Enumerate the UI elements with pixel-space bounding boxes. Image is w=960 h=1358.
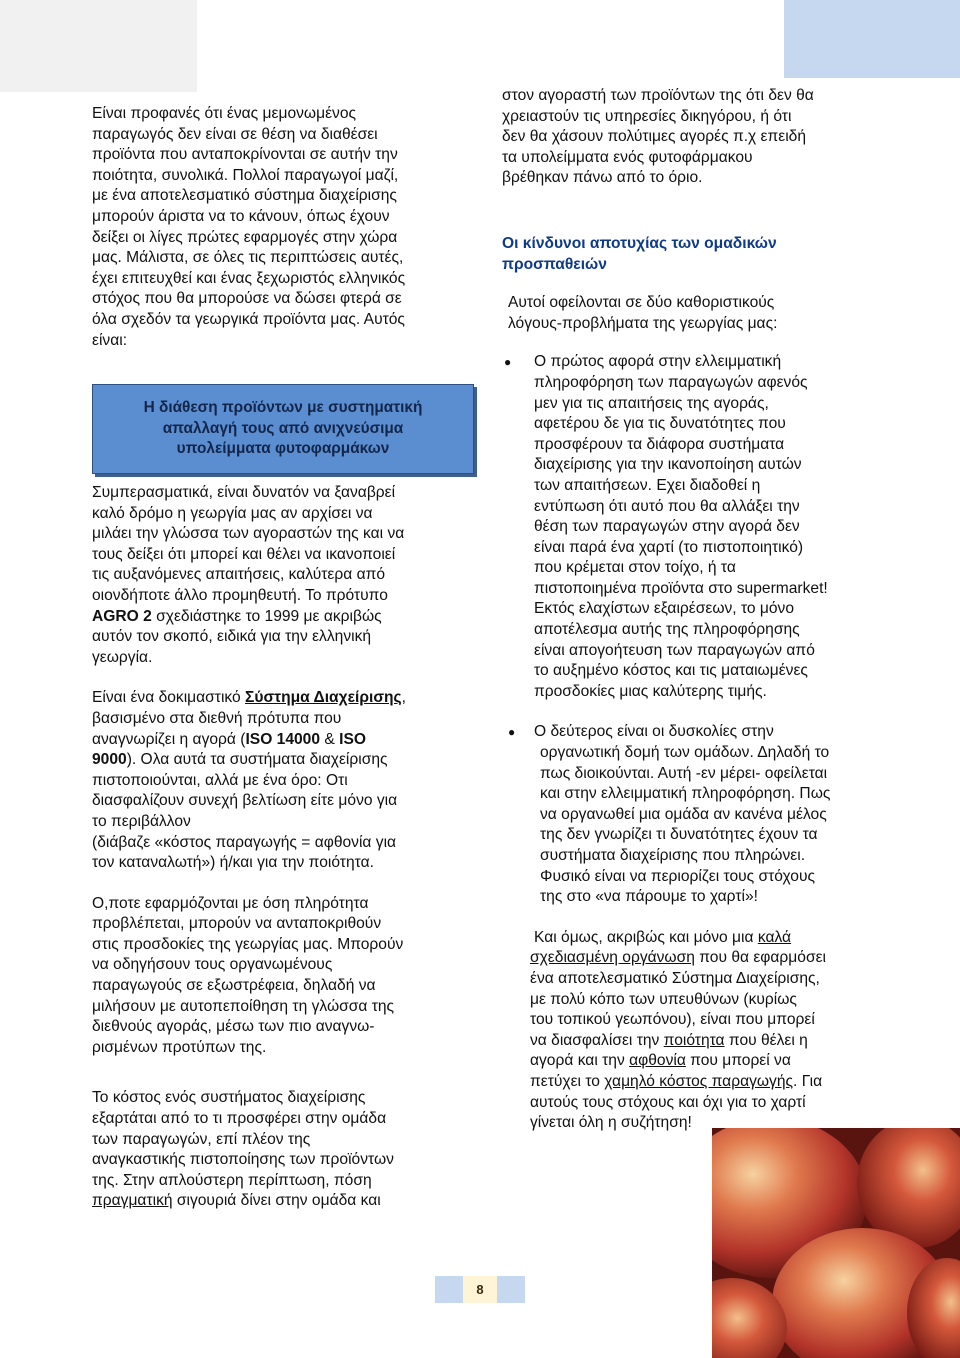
text-line: τις αυξανόμενες απαιτήσεις, καλύτερα από — [92, 566, 386, 584]
text-line: αναγκαστικής πιστοποίησης των προϊόντων — [92, 1151, 394, 1169]
text-fragment: που μπορεί να — [685, 1052, 791, 1070]
text-line: Εκτός ελαχίστων εξαιρέσεων, το μόνο — [534, 600, 795, 618]
text-line: χρειαστούν τις υπηρεσίες δικηγόρου, ή ότι — [502, 107, 792, 125]
text-line: τα υπολείμματα ενός φυτοφάρμακου — [502, 148, 753, 166]
text-line: πιστοποιούνται, αλλά με ένα όρο: Οτι — [92, 771, 348, 789]
text-line: αυτούς τους στόχους και όχι για το χαρτί — [530, 1093, 806, 1111]
text-line: οργανωτική δομή των ομάδων. Δηλαδή το — [540, 744, 830, 762]
text-line: εξαρτάται από το τι προσφέρει στην ομάδα — [92, 1110, 387, 1128]
text-line: είναι παρά ένα χαρτί (το πιστοποιητικό) — [534, 538, 804, 556]
text-line: οιονδήποτε άλλο προμηθευτή. Το πρότυπο — [92, 586, 388, 604]
text-line: εντύπωση ότι αυτό που θα αλλάξει την — [534, 497, 800, 515]
continuation-paragraph — [502, 86, 872, 189]
underlined-word: αφθονία — [629, 1052, 686, 1070]
heading-line: Οι κίνδυνοι αποτυχίας των ομαδικών — [502, 234, 777, 252]
text-fragment: σιγουριά δίνει στην ομάδα και — [172, 1192, 381, 1210]
text-line: το περιβάλλον — [92, 812, 191, 830]
text-line: Αυτοί οφείλονται σε δύο καθοριστικούς — [508, 294, 775, 312]
text-line: τον καταναλωτή») ή/και για την ποιότητα. — [92, 854, 374, 872]
text-line: τους δείξει ότι μπορεί και θέλει να ικανοποιεί — [92, 545, 396, 563]
underlined-word: χαμηλό κόστος παραγωγής — [604, 1072, 794, 1090]
conclusion-paragraph — [92, 483, 464, 668]
text-fragment: Είναι ένα δοκιμαστικό — [92, 689, 246, 707]
text-line: έχει επιτευχθεί και ένας ξεχωριστός ελληνικός — [92, 269, 406, 287]
iso-label: ISO 14000 — [245, 730, 321, 748]
highlight-text — [144, 398, 423, 460]
text-line: πληροφόρηση των παραγωγών αφενός — [534, 373, 808, 391]
text-line: διεθνούς αγοράς, μέσω των πιο αναγνω- — [92, 1018, 375, 1036]
corner-decoration-right — [784, 0, 960, 78]
text-fragment: . Για — [793, 1072, 823, 1090]
text-line: μιλάει την γλώσσα των αγοραστών της και να — [92, 525, 405, 543]
text-line: ποιότητα, συνολικά. Πολλοί παραγωγοί μαζί, — [92, 166, 399, 184]
text-fragment: & — [320, 730, 340, 748]
right-column — [502, 86, 872, 1134]
text-line — [530, 1031, 872, 1052]
text-line: Φυσικό είναι να περιορίζει τους στόχους — [540, 867, 816, 885]
text-line: των παραγωγών, επί πλέον της — [92, 1130, 311, 1148]
text-line — [92, 1191, 464, 1212]
text-line: να οδηγήσουν τους οργανωμένους — [92, 956, 333, 974]
text-line: Είναι προφανές ότι ένας μεμονωμένος — [92, 105, 357, 122]
bullet-icon: ● — [508, 725, 516, 740]
bullet-text — [534, 352, 872, 702]
text-line: το αυξημένο κόστος και τις ματαιωμένες — [534, 662, 808, 680]
text-line: αυτόν τον σκοπό, ειδικά για την ελληνική — [92, 628, 372, 646]
text-line: του τοπικού γεωπόνου), είναι που μπορεί — [530, 1011, 815, 1029]
left-column-lower — [92, 483, 464, 1212]
text-line: προσδοκίες μιας καλύτερης τιμής. — [534, 682, 767, 700]
management-system-label: Σύστημα Διαχείρισης — [245, 689, 402, 707]
text-line — [530, 928, 872, 949]
text-fragment: να διασφαλίσει την — [530, 1031, 664, 1049]
heading-line: προσπαθειών — [502, 255, 607, 273]
text-line: λόγους-προβλήματα της γεωργίας μας: — [508, 314, 778, 332]
text-fragment: ). Ολα αυτά τα συστήματα διαχείρισης — [126, 751, 388, 769]
text-line: αφετέρου δε για τις δυνατότητες που — [534, 415, 786, 433]
text-line: της δεν γνωρίζει τι δυνατότητες έχουν τα — [540, 826, 818, 844]
text-line: μπορούν άριστα να το κάνουν, όπως έχουν — [92, 207, 390, 225]
text-line: Συμπερασματικά, είναι δυνατόν να ξαναβρεί — [92, 484, 396, 501]
text-line: μιλήσουν με αυτοπεποίθηση τη γλώσσα της — [92, 997, 395, 1015]
cost-paragraph — [92, 1088, 464, 1212]
text-line: (διάβαζε «κόστος παραγωγής = αφθονία για — [92, 833, 397, 851]
text-fragment: αναγνωρίζει η αγορά ( — [92, 730, 246, 748]
bullet-item-first — [502, 352, 872, 702]
peaches-photo — [712, 1128, 960, 1358]
text-line: στόχος που θα μπορούσε να δώσει φτερά σε — [92, 290, 402, 308]
text-line: γίνεται όλη η συζήτηση! — [530, 1114, 692, 1132]
text-line: πιστοποιημένα προϊόντα στο supermarket! — [534, 579, 828, 597]
text-line: της. Στην απλούστερη περίπτωση, πόση — [92, 1171, 372, 1189]
text-line: διαχείρισης για την ικανοποίηση αυτών — [534, 456, 802, 474]
text-line: Ο δεύτερος είναι οι δυσκολίες στην — [534, 723, 774, 741]
text-line: γεωργία. — [92, 648, 153, 666]
highlight-line: απαλλαγή τους από ανιχνεύσιμα — [162, 419, 404, 437]
text-line: στις προσδοκίες της γεωργίας μας. Μπορούν — [92, 935, 404, 953]
closing-paragraph — [502, 928, 872, 1134]
text-line — [530, 948, 872, 969]
agro-standard-label: AGRO 2 — [92, 607, 152, 625]
text-line: με πολύ κόπο των υπευθύνων (κυρίως — [530, 990, 797, 1008]
text-line: δεν θα χάσουν πολύτιμες αγορές π.χ επειδή — [502, 128, 807, 146]
text-line: πως διοικούνται. Αυτή -εν μέρει- οφείλεται — [540, 764, 828, 782]
highlight-line: υπολείμματα φυτοφαρμάκων — [176, 440, 390, 458]
intro-paragraph — [92, 104, 464, 351]
peaches-illustration — [712, 1128, 960, 1358]
left-column — [92, 104, 464, 351]
text-fragment: που θέλει η — [724, 1031, 808, 1049]
page-number-bar — [435, 1276, 525, 1303]
corner-decoration-left — [0, 0, 197, 92]
underlined-word: ποιότητα — [663, 1031, 725, 1049]
text-line: Ο πρώτος αφορά στην ελλειμματική — [534, 353, 782, 371]
text-line: διασφαλίζουν συνεχή βελτίωση είτε μόνο για — [92, 792, 398, 810]
iso-label: ISO — [339, 730, 366, 748]
text-line: όλα σχεδόν τα γεωργικά προϊόντα μας. Αυτός — [92, 310, 405, 328]
text-line — [92, 607, 464, 628]
text-line: και στην ελλειμματική πληροφόρηση. Πως — [540, 785, 831, 803]
section-heading — [502, 234, 872, 275]
text-line — [92, 688, 464, 709]
text-fragment: σχεδιάστηκε το 1999 με ακριβώς — [151, 607, 382, 625]
underlined-word: σχεδιασμένη οργάνωση — [530, 949, 695, 967]
text-line: της στο «να πάρουμε το χαρτί»! — [540, 888, 758, 906]
text-fragment: Και όμως, ακριβώς και μόνο μια — [534, 928, 758, 946]
text-line: αποτέλεσμα αυτής της πληροφόρησης — [534, 621, 800, 639]
text-line: είναι: — [92, 331, 128, 349]
page-number: 8 — [463, 1276, 497, 1303]
bullet-icon: ● — [504, 355, 512, 370]
text-line: των απαιτήσεων. Εχει διαδοθεί η — [534, 476, 761, 494]
text-fragment: πετύχει το — [530, 1072, 605, 1090]
underlined-word: πραγματική — [92, 1192, 173, 1210]
text-line: προσφέρουν τα διάφορα συστήματα — [534, 435, 785, 453]
text-line: ρισμένων προτύπων της. — [92, 1038, 267, 1056]
text-line: ένα αποτελεσματικό Σύστημα Διαχείρισης, — [530, 969, 820, 987]
text-line — [92, 750, 464, 771]
text-line: παραγωγούς σε εξωστρέφεια, δηλαδή να — [92, 977, 376, 995]
iso-number: 9000 — [92, 751, 127, 769]
text-line: μεν για τις απαιτήσεις της αγοράς, — [534, 394, 769, 412]
text-line: παραγωγός δεν είναι σε θέση να διαθέσει — [92, 125, 378, 143]
text-line: Ο,ποτε εφαρμόζονται με όση πληρότητα — [92, 894, 369, 912]
text-line: προβλέπεται, μπορούν να ανταποκριθούν — [92, 915, 382, 933]
text-line: βασισμένο στα διεθνή πρότυπα που — [92, 709, 342, 727]
text-line: θέση των παραγωγών στην αγορά δεν — [534, 518, 800, 536]
system-paragraph — [92, 688, 464, 873]
text-line: Το κόστος ενός συστήματος διαχείρισης — [92, 1089, 366, 1107]
text-line — [530, 1051, 872, 1072]
text-line: δείξει οι λίγες πρώτες εφαρμογές στην χώρα — [92, 228, 398, 246]
text-fragment: , — [401, 689, 406, 707]
text-fragment: αγορά και την — [530, 1052, 630, 1070]
text-line: συστήματα διαχείρισης που πληρώνει. — [540, 847, 806, 864]
text-line: που κρέμεται στον τοίχο, ή τα — [534, 559, 736, 577]
applied-paragraph — [92, 894, 464, 1059]
reasons-intro — [502, 293, 872, 334]
text-line — [92, 730, 464, 751]
text-fragment: που θα εφαρμόσει — [694, 949, 826, 967]
bullet-text — [534, 722, 872, 907]
text-line: καλό δρόμο η γεωργία μας αν αρχίσει να — [92, 504, 373, 522]
bullet-item-second — [506, 722, 872, 907]
text-line: να οργανωθεί μια ομάδα αν κανένα μέλος — [540, 805, 827, 823]
underlined-word: καλά — [757, 928, 792, 946]
text-line: μας. Μάλιστα, σε όλες τις περιπτώσεις αυτές, — [92, 249, 404, 267]
highlight-line: Η διάθεση προϊόντων με συστηματική — [143, 399, 423, 417]
highlight-box — [92, 384, 474, 474]
text-line — [530, 1072, 872, 1093]
text-line: βρέθηκαν πάνω από το όριο. — [502, 169, 703, 187]
text-line: είναι απογοήτευση των παραγωγών από — [534, 641, 815, 659]
text-line: προϊόντα που ανταποκρίνονται σε αυτήν την — [92, 146, 398, 164]
text-line: με ένα αποτελεσματικό σύστημα διαχείρισης — [92, 187, 397, 205]
text-line: στον αγοραστή των προϊόντων της ότι δεν θα — [502, 87, 814, 104]
